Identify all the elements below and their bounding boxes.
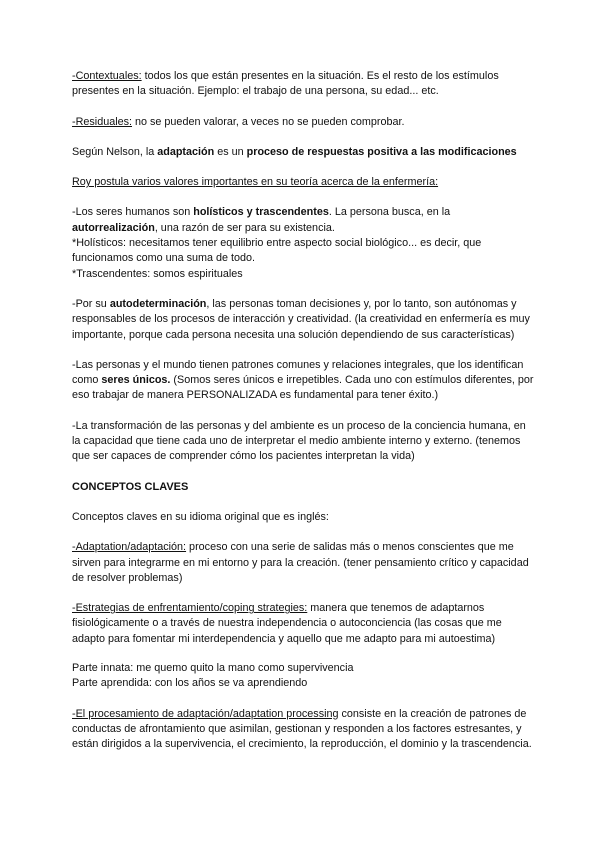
term-processing: -El procesamiento de adaptación/adaptation processing bbox=[72, 707, 339, 720]
paragraph-conceptos-intro: Conceptos claves en su idioma original que es inglés: bbox=[72, 510, 329, 523]
patrones-post: (Somos seres únicos e irrepetibles. Cada uno con estímulos diferentes, por eso trabajar de manera PERSONALIZADA es fundamental para tener éxito.) bbox=[72, 374, 534, 402]
text-processing: consiste en la creación de patrones de conductas de afrontamiento que asimilan, gestionan y responden a los factores estresantes, y están dirigidos a la supervivencia, el crecimiento, la reproducción, el dominio y la trascendencia. bbox=[72, 707, 532, 751]
patrones-pre: -Las personas y el mundo tienen patrones comunes y relaciones integrales, que los identifican como bbox=[72, 358, 524, 387]
note-trascendentes: *Trascendentes: somos espirituales bbox=[72, 267, 243, 280]
autorrealizacion-bold: autorrealización bbox=[72, 221, 155, 234]
paragraph-transformacion: -La transformación de las personas y del ambiente es un proceso de la conciencia humana, en la capacidad que tiene cada uno de interpretar el medio ambiente interno y externo. (tenemos que ser capaces de comprender cómo los pacientes interpretan la vida) bbox=[72, 419, 526, 463]
line-parte-innata: Parte innata: me quemo quito la mano como supervivencia bbox=[72, 662, 354, 675]
text-adaptation: proceso con una serie de salidas más o menos conscientes que me sirven para integrarme en mi entorno y para la creación. (tener pensamiento crítico y capacidad de resolver problemas) bbox=[72, 541, 529, 584]
text-contextuales: todos los que están presentes en la situación. Es el resto de los estímulos presentes en la situación. Ejemplo: el trabajo de una persona, su edad... etc. bbox=[72, 70, 499, 98]
term-contextuales: -Contextuales: bbox=[72, 70, 142, 82]
holisticos-mid: . La persona busca, en la bbox=[328, 206, 451, 219]
term-adaptation: -Adaptation/adaptación: bbox=[72, 541, 187, 554]
paragraph-contextuales bbox=[72, 69, 534, 100]
nelson-mid: es un bbox=[214, 145, 247, 158]
text-residuales: no se pueden valorar, a veces no se pueden comprobar. bbox=[132, 115, 405, 128]
paragraph-patrones bbox=[72, 358, 534, 404]
paragraph-coping bbox=[72, 601, 534, 647]
nelson-pre: Según Nelson, la bbox=[72, 145, 158, 158]
term-coping: -Estrategias de enfrentamiento/coping strategies: bbox=[72, 602, 308, 615]
paragraph-residuales bbox=[72, 115, 534, 130]
holisticos-bold: holísticos y trascendentes bbox=[193, 206, 329, 219]
paragraph-autodeterminacion bbox=[72, 297, 534, 343]
paragraph-nelson bbox=[72, 145, 534, 160]
holisticos-post: , una razón de ser para su existencia. bbox=[154, 221, 335, 234]
paragraph-processing bbox=[72, 707, 534, 753]
holisticos-pre: -Los seres humanos son bbox=[72, 206, 194, 219]
seres-unicos-bold: seres únicos. bbox=[101, 374, 171, 387]
term-residuales: -Residuales: bbox=[72, 115, 133, 128]
section-heading-conceptos: CONCEPTOS CLAVES bbox=[72, 480, 189, 493]
roy-heading: Roy postula varios valores importantes en su teoría acerca de la enfermería: bbox=[72, 176, 439, 189]
paragraph-holisticos bbox=[72, 205, 534, 236]
line-parte-aprendida: Parte aprendida: con los años se va aprendiendo bbox=[72, 677, 308, 690]
paragraph-adaptation bbox=[72, 540, 534, 586]
autodeterminacion-pre: -Por su bbox=[72, 297, 110, 310]
autodeterminacion-bold: autodeterminación bbox=[109, 297, 207, 310]
note-holisticos: *Holísticos: necesitamos tener equilibrio entre aspecto social biológico... es decir, que funcionamos como una suma de todo. bbox=[72, 237, 482, 265]
text-coping: manera que tenemos de adaptarnos fisiológicamente o a través de nuestra independencia o autoconciencia (las cosas que me adapto para fomentar mi interdependencia y aquello que me adapto para mi autoestima) bbox=[72, 602, 502, 645]
nelson-bold-adaptacion: adaptación bbox=[157, 145, 215, 158]
nelson-bold-proceso: proceso de respuestas positiva a las modificaciones bbox=[246, 145, 517, 158]
autodeterminacion-post: , las personas toman decisiones y, por lo tanto, son autónomas y responsables de los procesos de interacción y creatividad. (la creatividad en enfermería es muy importante, porque cada persona necesita una solución dependiendo de sus características) bbox=[72, 297, 530, 341]
document-body bbox=[72, 69, 534, 753]
